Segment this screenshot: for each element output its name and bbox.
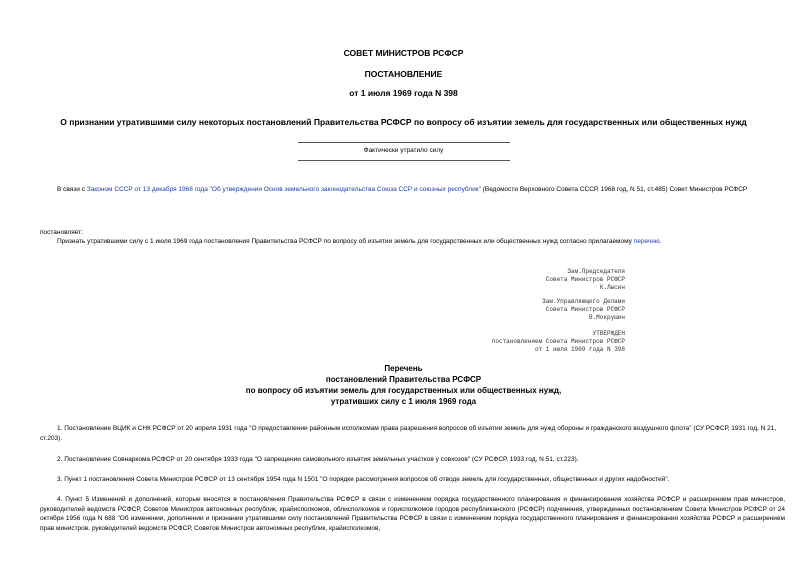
signature-line: В.Мокрушин [588, 314, 625, 321]
status-rule-bottom [298, 160, 510, 161]
doc-title: О признании утратившими силу некоторых постановлений Правительства РСФСР по вопросу об изъятии земель для государственных или общественных нужд [60, 117, 747, 127]
list-title-line: утративших силу с 1 июля 1969 года [330, 397, 477, 406]
list-title-line: постановлений Правительства РСФСР [325, 375, 482, 384]
signature-line: Совета Министров РСФСР [545, 276, 625, 283]
law-link[interactable]: Законом СССР от 13 декабря 1968 года "Об утверждении Основ земельного законодательства Союза ССР и союзных республик" [86, 186, 481, 193]
signature-line: Зам.Управляющего Делами [542, 298, 625, 305]
resolves-label: постановляет: [40, 229, 83, 236]
preamble-prefix: В связи с [57, 186, 87, 193]
signature-block-1 [546, 268, 625, 292]
approval-line: постановлением Совета Министров РСФСР [491, 338, 625, 345]
list-item-1: 1. Постановление ВЦИК и СНК РСФСР от 20 апреля 1931 года "О предоставлении районным исполкомам права разрешения вопросов об изъятии земель для нужд обороны и гражданского воздушного флота" (СУ РСФСР, 1931 год, N 21, ст.203). [40, 425, 777, 442]
list-link[interactable]: перечню [633, 238, 660, 245]
doc-date-number: от 1 июля 1969 года N 398 [349, 88, 458, 98]
approval-line: от 1 июля 1969 года N 398 [534, 346, 625, 353]
doc-type: ПОСТАНОВЛЕНИЕ [364, 69, 443, 79]
list-item-4: 4. Пункт 5 Изменений и дополнений, которые вносятся в постановления Правительства РСФСР в связи с изменением порядка государственного планирования и финансирования хозяйства РСФСР и расширением прав министров, руководителей ведомств РСФСР, Советов Министров автономных республик, крайисполкомов, облисполкомов и горисполкомов городов республиканского (РСФСР) подчинения, утвержденных постановлением Совета Министров РСФСР от 24 октября 1956 года N 688 "Об изменении, дополнении и признании утратившими силу постановлений Правительства РСФСР в связи с изменением порядка государственного планирования и финансирования хозяйства РСФСР и расширением прав министров, руководителей ведомств РСФСР, Советов Министров автономных республик, крайисполкомов, [40, 496, 785, 532]
signature-line: К.Лысин [599, 284, 625, 291]
preamble [40, 185, 775, 195]
signature-block-2 [542, 298, 625, 322]
resolves-text-after: . [659, 238, 662, 245]
approval-line: УТВЕРЖДЕН [592, 330, 625, 337]
status-rule-top [298, 142, 510, 143]
resolves-text [40, 237, 780, 247]
org-name: СОВЕТ МИНИСТРОВ РСФСР [343, 48, 464, 58]
list-item-2: 2. Постановление Совнаркома РСФСР от 20 сентября 1933 года "О запрещении самовольного изъятия земельных участков у совхозов" (СУ РСФСР, 1933 год, N 51, ст.223). [57, 456, 579, 463]
signature-line: Совета Министров РСФСР [545, 306, 625, 313]
list-title-line: по вопросу об изъятии земель для государственных или общественных нужд, [245, 386, 562, 395]
list-item-3: 3. Пункт 1 постановления Совета Министров РСФСР от 13 сентября 1954 года N 1501 "О порядке рассмотрения вопросов об отводе земель для государственных, общественных и других надобностей". [57, 476, 670, 483]
status-text: Фактически утратило силу [363, 147, 444, 154]
approval-block [492, 330, 625, 354]
list-title [0, 363, 807, 407]
resolves-text-before: Признать утратившими силу с 1 июля 1969 года постановления Правительства РСФСР по вопросу об изъятии земель для государственных или общественных нужд согласно прилагаемому [57, 238, 634, 245]
preamble-suffix: (Ведомости Верховного Совета СССР, 1968 год, N 51, ст.485) Совет Министров РСФСР [480, 186, 748, 193]
signature-line: Зам.Председателя [567, 268, 625, 275]
list-title-line: Перечень [384, 364, 423, 373]
